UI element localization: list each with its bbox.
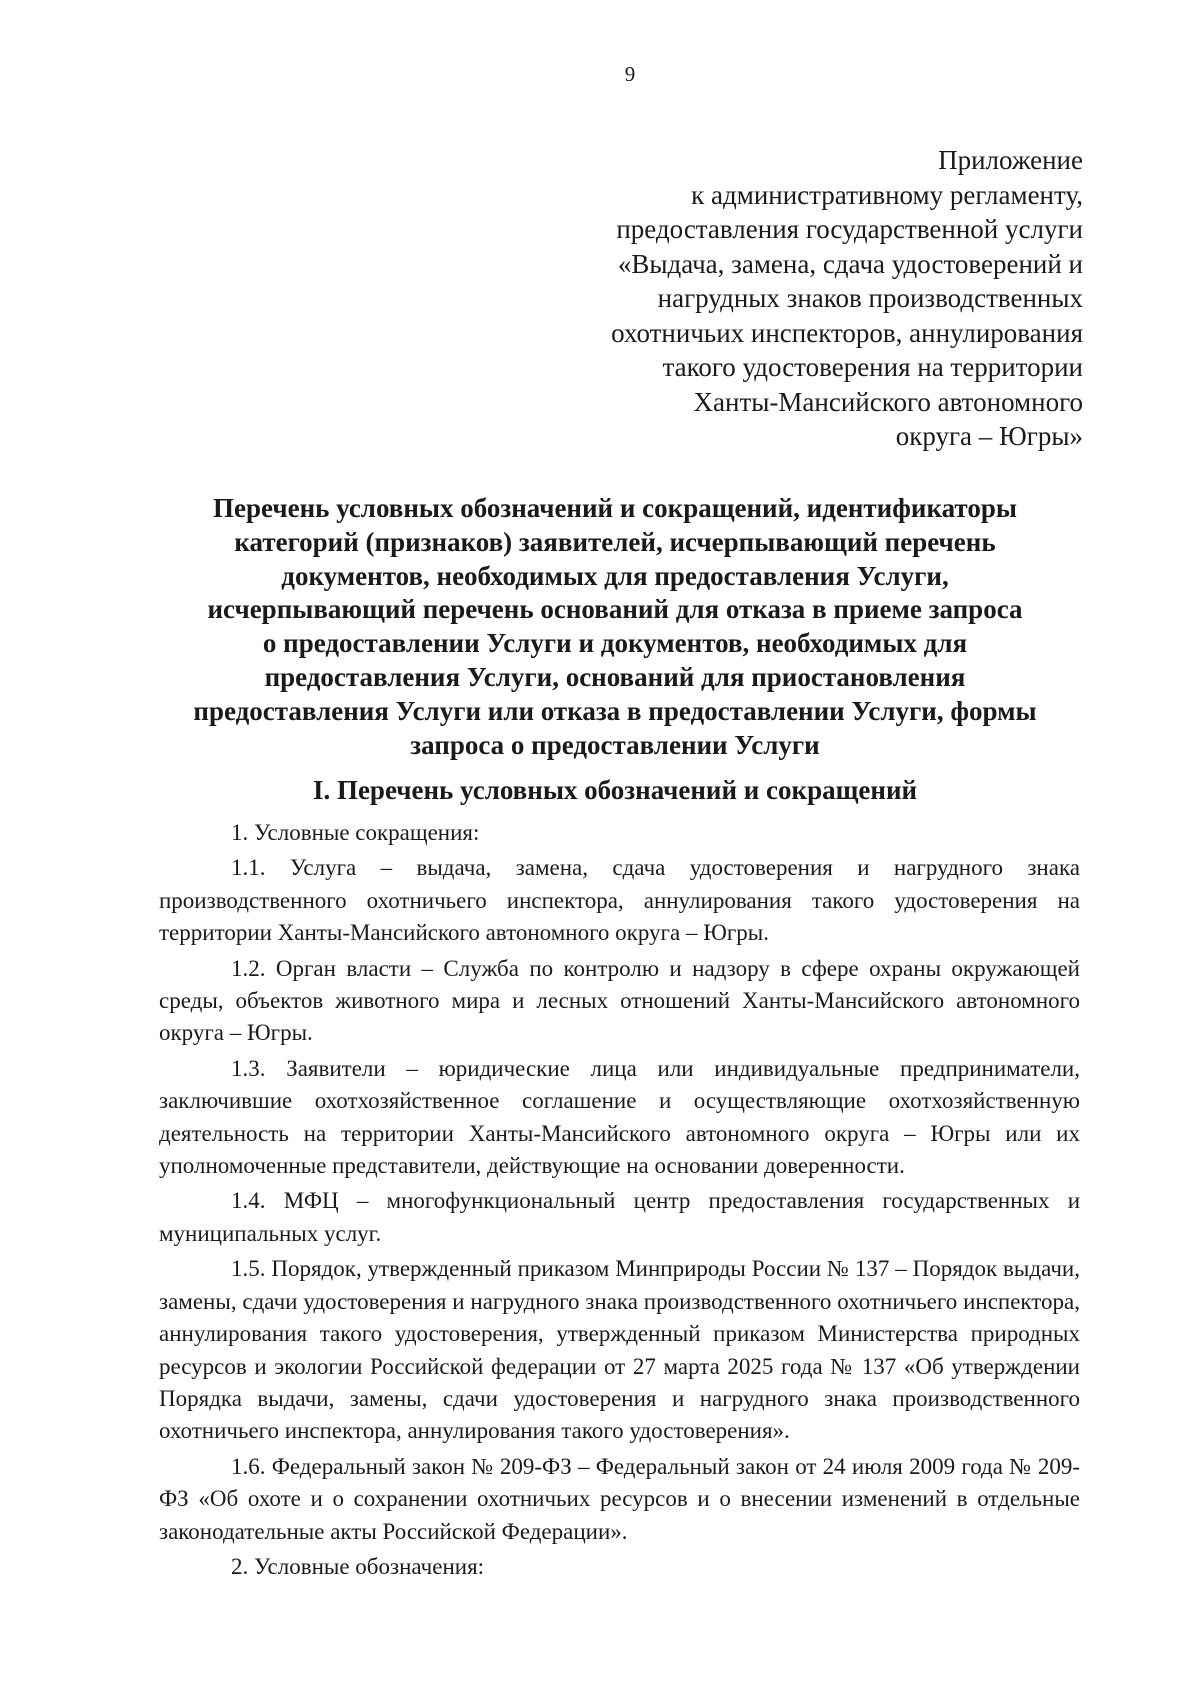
appendix-line: Приложение	[938, 145, 1083, 175]
paragraph-1-6: 1.6. Федеральный закон № 209-ФЗ – Федеральный закон от 24 июля 2009 года № 209-ФЗ «Об охоте и о сохранении охотничьих ресурсов и о внесении изменений в отдельные законодательные акты Российской Федерации».	[159, 1453, 1080, 1544]
paragraph-1-4: 1.4. МФЦ – многофункциональный центр предоставления государственных и муниципальных услуг.	[159, 1188, 1080, 1246]
paragraph-abbreviations-intro: 1. Условные сокращения:	[231, 820, 480, 845]
paragraph-1-2: 1.2. Орган власти – Служба по контролю и надзору в сфере охраны окружающей среды, объектов животного мира и лесных отношений Ханты-Мансийского автономного округа – Югры.	[159, 955, 1080, 1046]
appendix-note	[463, 143, 1083, 454]
paragraph-1-3: 1.3. Заявители – юридические лица или индивидуальные предприниматели, заключившие охотхозяйственное соглашение и осуществляющие охотхозяйственную деятельность на территории Ханты-Мансийского автономного округа – Югры или их уполномоченные представители, действующие на основании доверенности.	[159, 1055, 1080, 1179]
appendix-line: округа – Югры»	[895, 421, 1083, 451]
title-line: исчерпывающий перечень оснований для отказа в приеме запроса	[207, 594, 1023, 625]
page-number: 9	[624, 62, 636, 86]
title-line: предоставления Услуги или отказа в предоставлении Услуги, формы	[193, 695, 1037, 726]
title-line: категорий (признаков) заявителей, исчерпывающий перечень	[234, 526, 996, 557]
title-line: документов, необходимых для предоставления Услуги,	[281, 560, 949, 591]
appendix-line: нагрудных знаков производственных	[657, 283, 1083, 313]
paragraph-1-1: 1.1. Услуга – выдача, замена, сдача удостоверения и нагрудного знака производственного охотничьего инспектора, аннулирования такого удостоверения на территории Ханты-Мансийского автономного округа – Югры.	[159, 855, 1080, 946]
section-heading: I. Перечень условных обозначений и сокращений	[312, 775, 918, 805]
appendix-line: Ханты-Мансийского автономного	[693, 386, 1083, 417]
appendix-line: охотничьих инспекторов, аннулирования	[611, 317, 1083, 348]
appendix-line: такого удостоверения на территории	[662, 352, 1083, 382]
paragraph-designations-intro: 2. Условные обозначения:	[231, 1553, 485, 1579]
document-title	[150, 492, 1080, 762]
appendix-line: предоставления государственной услуги	[616, 214, 1083, 244]
title-line: Перечень условных обозначений и сокращений, идентификаторы	[213, 493, 1017, 523]
body-text	[159, 817, 1080, 1586]
appendix-line: к административному регламенту,	[691, 179, 1083, 210]
title-line: предоставления Услуги, оснований для приостановления	[264, 661, 966, 692]
title-line: о предоставлении Услуги и документов, необходимых для	[262, 628, 968, 659]
appendix-line: «Выдача, замена, сдача удостоверений и	[617, 248, 1083, 279]
paragraph-1-5: 1.5. Порядок, утвержденный приказом Минприроды России № 137 – Порядок выдачи, замены, сдачи удостоверения и нагрудного знака производственного охотничьего инспектора, аннулирования такого удостоверения, утвержденный приказом Министерства природных ресурсов и экологии Российской федерации от 27 марта 2025 года № 137 «Об утверждении Порядка выдачи, замены, сдачи удостоверения и нагрудного знака производственного охотничьего инспектора, аннулирования такого удостоверения».	[159, 1256, 1080, 1444]
title-line: запроса о предоставлении Услуги	[410, 729, 820, 760]
